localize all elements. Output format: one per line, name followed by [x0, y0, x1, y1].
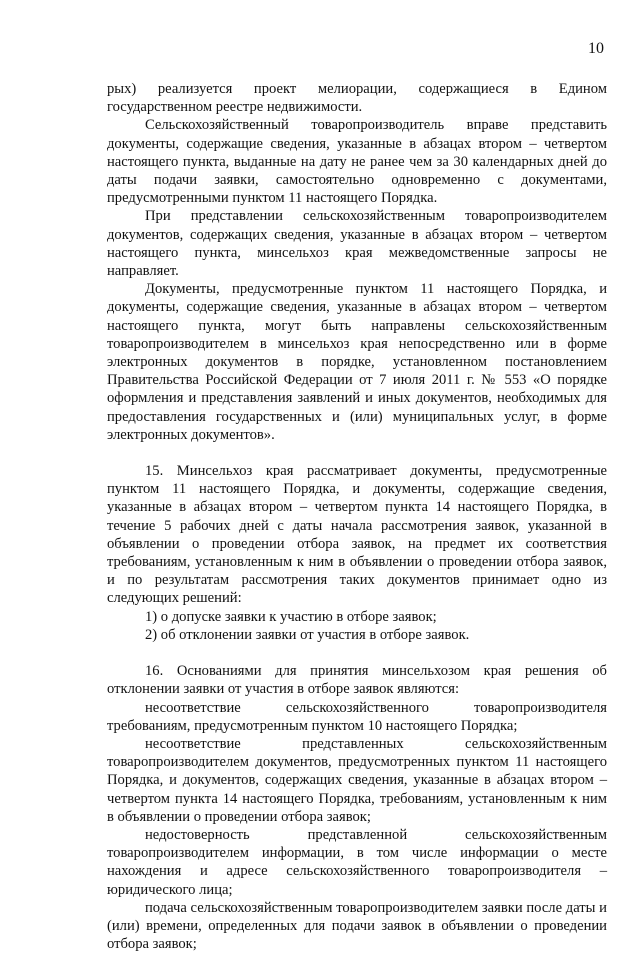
paragraph-ground-unreliable-info: недостоверность представленной сельскохозяйственным товаропроизводителем информации, в том числе информации о месте нахождения и адресе сельскохозяйственного товаропроизводителя – юридического лица; — [107, 826, 607, 898]
paragraph-decision-reject: 2) об отклонении заявки от участия в отборе заявок. — [145, 626, 470, 643]
paragraph-item-15: 15. Минсельхоз края рассматривает документы, предусмотренные пунктом 11 настоящего Порядка, и документы, содержащие сведения, указанные в абзацах втором – четвертом пункта 14 настоящего Порядка, в течение 5 рабочих дней с даты начала рассмотрения заявок, указанной в объявлении о проведении отбора заявок, на предмет их соответствия требованиям, установленным к ним в объявлении о проведении отбора заявок, и по результатам рассмотрения таких документов принимает одно из следующих решений: — [107, 463, 607, 607]
paragraph-ground-documents-mismatch: несоответствие представленных сельскохозяйственным товаропроизводителем документов, предусмотренных пунктом 11 настоящего Порядка, и документов, содержащих сведения, указанные в абзацах втором – четвертом пункта 14 настоящего Порядка, требованиям, установленным к ним в объявлении о проведении отбора заявок; — [107, 735, 607, 825]
paragraph-ground-late-submission: подача сельскохозяйственным товаропроизводителем заявки после даты и (или) времени, определенных для подачи заявок в объявлении о проведении отбора заявок; — [107, 899, 607, 953]
paragraph-item-16: 16. Основаниями для принятия минсельхозом края решения об отклонении заявки от участия в отборе заявок являются: — [107, 663, 607, 698]
paragraph-right-to-submit: Сельскохозяйственный товаропроизводитель вправе представить документы, содержащие сведения, указанные в абзацах втором – четвертом настоящего пункта, выданные на дату не ранее чем за 30 календарных дней до даты подачи заявки, самостоятельно одновременно с документами, предусмотренными пунктом 11 настоящего Порядка. — [107, 117, 607, 207]
paragraph-decision-admit: 1) о допуске заявки к участию в отборе заявок; — [145, 608, 437, 625]
document-body — [107, 80, 607, 953]
page-number: 10 — [588, 40, 604, 57]
paragraph-no-interagency-requests: При представлении сельскохозяйственным товаропроизводителем документов, содержащих сведения, указанные в абзацах втором – четвертом настоящего пункта, минсельхоз края межведомственные запросы не направляет. — [107, 208, 607, 280]
paragraph-ground-producer-mismatch: несоответствие сельскохозяйственного товаропроизводителя требованиям, предусмотренным пунктом 10 настоящего Порядка; — [107, 699, 607, 734]
paragraph-electronic-submission: Документы, предусмотренные пунктом 11 настоящего Порядка, и документы, содержащие сведения, указанные в абзацах втором – четвертом настоящего пункта, могут быть направлены сельскохозяйственным товаропроизводителем в минсельхоз края непосредственно или в форме электронных документов в порядке, установленном постановлением Правительства Российской Федерации от 7 июля 2011 г. № 553 «О порядке оформления и представления заявлений и иных документов, необходимых для предоставления государственных и (или) муниципальных услуг, в форме электронных документов». — [107, 281, 607, 443]
paragraph-continuation: рых) реализуется проект мелиорации, содержащиеся в Едином государственном реестре недвижимости. — [107, 81, 607, 116]
